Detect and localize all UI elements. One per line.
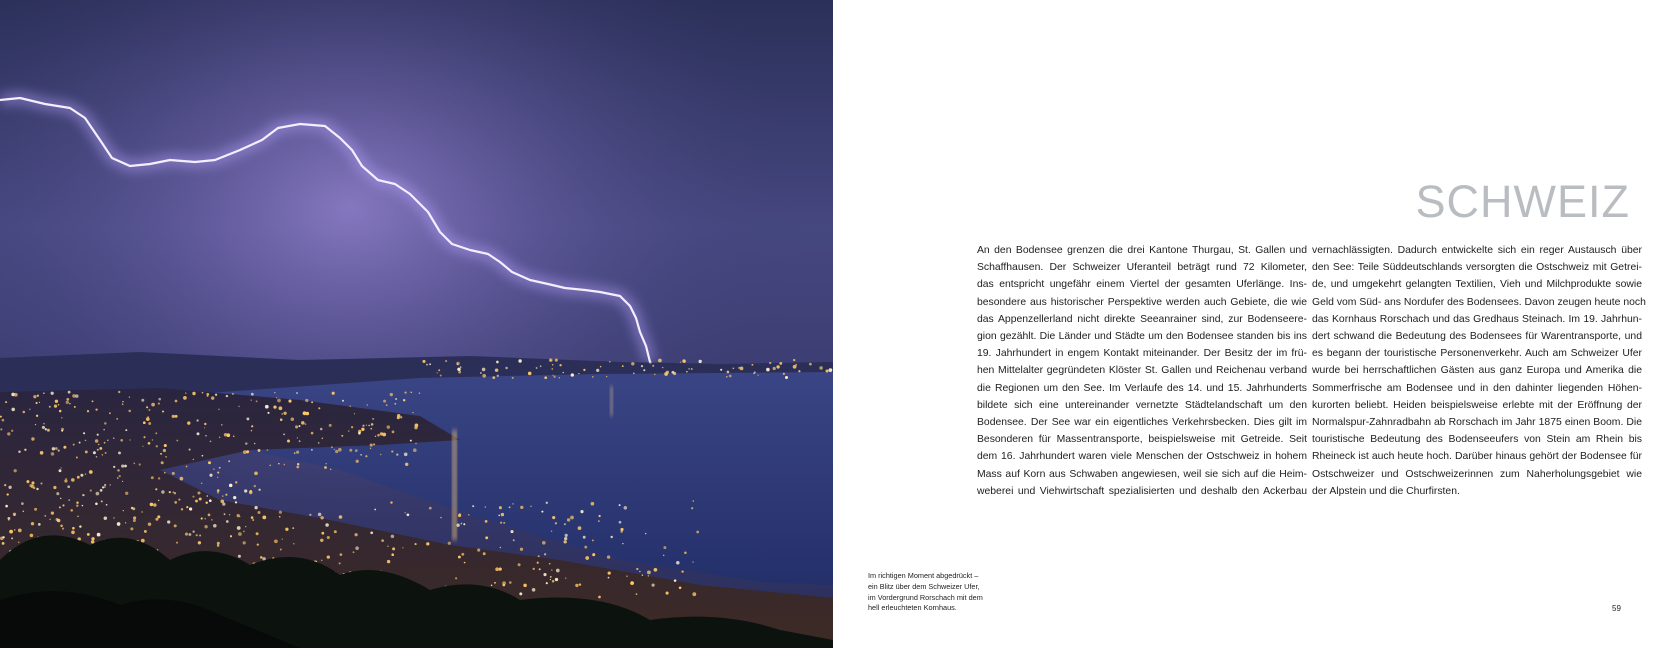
- text-line: ein Blitz über dem Schweizer Ufer,: [868, 581, 980, 591]
- text-line: dert schwand die Bedeutung des Bodensees für Warentransporte, und: [1312, 331, 1642, 343]
- text-line: vernachlässigten. Dadurch entwickelte sich ein reger Austausch über: [1312, 245, 1642, 256]
- text-line: im Vordergrund Rorschach mit dem: [868, 592, 983, 602]
- page-number: 59: [1612, 604, 1621, 613]
- text-line: Geld vom Süd- ans Nordufer des Bodensees. Davon zeugen heute noch: [1312, 296, 1646, 308]
- text-line: das Kornhaus Rorschach und das Gredhaus Steinach. Im 19. Jahrhun-: [1312, 313, 1642, 325]
- body-text-right-column: [1312, 242, 1646, 500]
- text-line: 19. Jahrhundert in engem Kontakt miteinander. Der Besitz der im frü-: [977, 348, 1307, 360]
- text-line: gion gezählt. Die Länder und Städte um den Bodensee standen bis ins: [977, 331, 1307, 343]
- text-line: den See: Teile Süddeutschlands versorgten die Ostschweiz mit Getrei-: [1312, 262, 1642, 274]
- text-line: die Regionen um den See. Im Verlaufe des 14. und 15. Jahrhunderts: [977, 382, 1307, 394]
- text-line: weberei und Viehwirtschaft spezialisierten und deshalb den Ackerbau: [977, 485, 1307, 497]
- text-line: touristische Bedeutung des Bodenseeufers von Stein am Rhein bis: [1312, 434, 1642, 446]
- text-line: besondere aus historischer Perspektive werden auch Gebiete, die wie: [977, 296, 1307, 308]
- text-line: Normalspur-Zahnradbahn ab Rorschach im Jahr 1875 einen Boom. Die: [1312, 417, 1642, 429]
- text-line: Bodensee. Der See war ein eigentliches Verkehrsbecken. Dies gilt im: [977, 417, 1307, 429]
- text-line: An den Bodensee grenzen die drei Kantone Thurgau, St. Gallen und: [977, 245, 1307, 256]
- text-line: bildete sich eine untereinander vernetzte Städtelandschaft um den: [977, 399, 1307, 411]
- text-line: de, und umgekehrt gelangten Textilien, Vieh und Milchprodukte sowie: [1312, 279, 1642, 291]
- text-line: Ostschweizer und Ostschweizerinnen zum Naherholungsgebiet wie: [1312, 468, 1642, 480]
- text-line: Mass auf Korn aus Schwaben angewiesen, weil sie sich auf die Heim-: [977, 468, 1307, 480]
- text-line: kurorten beliebt. Heiden beispielsweise erlebte mit der Eröffnung der: [1312, 399, 1642, 411]
- text-line: Besonderen für Massentransporte, beispielsweise mit Getreide. Seit: [977, 434, 1307, 446]
- text-line: es begann der touristische Personenverkehr. Auch am Schweizer Ufer: [1312, 348, 1642, 360]
- photo-caption: [868, 571, 1028, 614]
- text-line: hell erleuchteten Kornhaus.: [868, 603, 957, 613]
- text-line: Sommerfrische am Bodensee und in den dahinter liegenden Höhen-: [1312, 382, 1642, 394]
- text-line: dem 16. Jahrhundert waren viele Menschen der Ostschweiz in hohem: [977, 451, 1307, 463]
- text-line: das Appenzellerland nicht direkte Seeanrainer sind, zur Bodenseere-: [977, 313, 1307, 325]
- text-line: das entspricht ungefähr einem Viertel der gesamten Uferlänge. Ins-: [977, 279, 1307, 291]
- text-line: wurde bei herrschaftlichen Gästen aus ganz Europa und Amerika die: [1312, 365, 1642, 377]
- text-line: Rheineck ist auch heute hoch. Darüber hinaus gehört der Bodensee für: [1312, 451, 1642, 463]
- text-line: der Alpstein und die Churfirsten.: [1312, 485, 1460, 497]
- text-line: Schaffhausen. Der Schweizer Uferanteil beträgt rund 72 Kilometer,: [977, 262, 1307, 274]
- text-line: hen Mittelalter gegründeten Klöster St. Gallen und Reichenau verband: [977, 365, 1307, 377]
- body-text-left-column: [977, 242, 1307, 500]
- page-title: SCHWEIZ: [1415, 176, 1630, 227]
- text-line: Im richtigen Moment abgedrückt –: [868, 571, 979, 580]
